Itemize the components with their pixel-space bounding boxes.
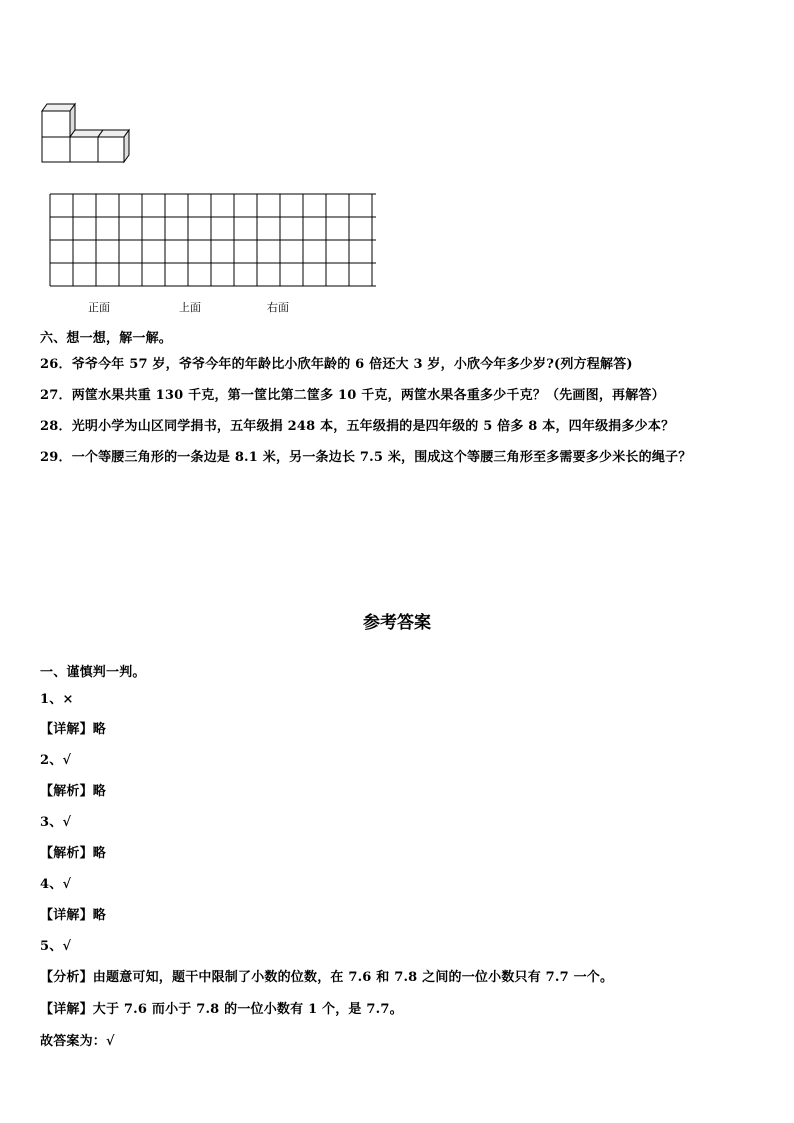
- answer-line: 【详解】略: [40, 908, 107, 923]
- answer-line: 【解析】略: [40, 784, 107, 799]
- answer-line: 2、√: [40, 753, 72, 768]
- question-27: 27．两筐水果共重 130 千克，第一筐比第二筐多 10 千克，两筐水果各重多少千克？（先画图，再解答）: [40, 388, 665, 403]
- answer-line: 【详解】略: [40, 722, 107, 737]
- section6-heading: 六、想一想，解一解。: [40, 331, 173, 346]
- answer-line: 【分析】由题意可知，题干中限制了小数的位数，在 7.6 和 7.8 之间的一位小数只有 7.7 一个。: [40, 970, 614, 985]
- label-top: 上面: [179, 301, 201, 314]
- label-right: 右面: [267, 301, 289, 314]
- answer-line: 3、√: [40, 815, 72, 830]
- answer-line: 故答案为：√: [40, 1034, 115, 1049]
- cube-figure: [40, 100, 135, 165]
- question-26: 26．爷爷今年 57 岁，爷爷今年的年龄比小欣年龄的 6 倍还大 3 岁，小欣今年多少岁?(列方程解答): [40, 357, 633, 372]
- answer-line: 4、√: [40, 877, 72, 892]
- answer-line: 5、√: [40, 939, 72, 954]
- question-29: 29．一个等腰三角形的一条边是 8.1 米，另一条边长 7.5 米，围成这个等腰三角形至多需要多少米长的绳子？: [40, 450, 692, 465]
- answers-section1-heading: 一、谨慎判一判。: [40, 665, 146, 680]
- question-28: 28．光明小学为山区同学捐书，五年级捐 248 本，五年级捐的是四年级的 5 倍多 8 本，四年级捐多少本？: [40, 419, 675, 434]
- label-front: 正面: [88, 301, 110, 314]
- answer-line: 【解析】略: [40, 846, 107, 861]
- answer-line: 1、×: [40, 692, 74, 707]
- drawing-grid: [48, 193, 374, 288]
- answer-line: 【详解】大于 7.6 而小于 7.8 的一位小数有 1 个，是 7.7。: [40, 1002, 403, 1017]
- answers-title: 参考答案: [363, 613, 431, 633]
